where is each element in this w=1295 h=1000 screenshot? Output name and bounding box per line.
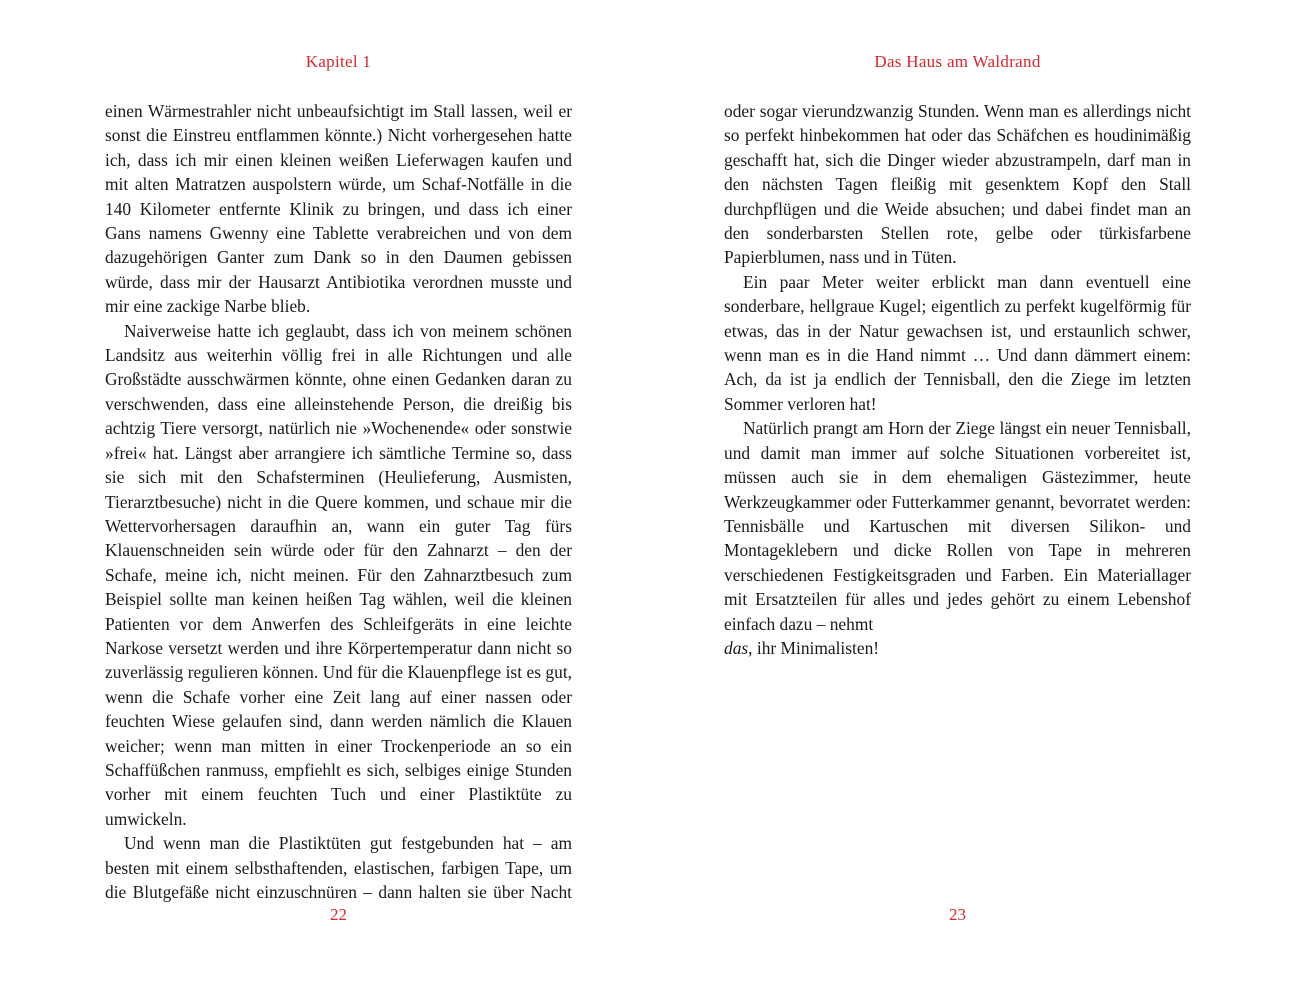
right-page bbox=[724, 0, 1191, 1000]
paragraph: Naiverweise hatte ich geglaubt, dass ich von meinem schönen Landsitz aus weiterhin völlig frei in alle Richtungen und alle Großstädte ausschwärmen könnte, ohne einen Gedanken daran zu verschwenden, dass eine alleinstehende Person, die dreißig bis achtzig Tiere versorgt, natürlich nie »Wochenende« oder sonstwie »frei« hat. Längst aber arrangiere ich sämtliche Termine so, dass sie sich mit den Schafsterminen (Heulieferung, Ausmisten, Tierarztbesuche) nicht in die Quere kommen, und schaue mir die Wettervorhersagen daraufhin an, wann ein guter Tag fürs Klauenschneiden sein würde oder für den Zahnarzt – den der Schafe, meine ich, nicht meinen. Für den Zahnarztbesuch zum Beispiel sollte man keinen heißen Tag wählen, weil die kleinen Patienten vor dem Anwerfen des Schleifgeräts in eine leichte Narkose versetzt werden und ihre Körpertemperatur dann nicht so zuverlässig regulieren können. Und für die Klauenpflege ist es gut, wenn die Schafe vorher eine Zeit lang auf einer nassen oder feuchten Wiese gelaufen sind, dann werden nämlich die Klauen weicher; wenn man mitten in einer Trockenperiode an so ein Schaffüßchen ranmuss, empfiehlt es sich, selbiges einige Stunden vorher mit einem feuchten Tuch und einer Plastiktüte zu umwickeln. bbox=[105, 320, 572, 829]
running-head-right: Das Haus am Waldrand bbox=[874, 52, 1041, 71]
paragraph: einen Wärmestrahler nicht unbeaufsichtigt im Stall lassen, weil er sonst die Einstreu entflammen könnte.) Nicht vorhergesehen hatte ich, dass ich mir einen kleinen weißen Lieferwagen kaufen und mit alten Matratzen auspolstern würde, um Schaf-Notfälle in die 140 Kilometer entfernte Klinik zu bringen, und dass ich einer Gans namens Gwenny eine Tablette verabreichen und von dem dazugehörigen Ganter zum Dank so in den Daumen gebissen würde, dass mir der Hausarzt Antibiotika verordnen musste und mir eine zackige Narbe blieb. bbox=[105, 101, 572, 317]
emphasis: das bbox=[724, 637, 749, 658]
page-number-left: 22 bbox=[330, 905, 347, 924]
paragraph: Und wenn man die Plastiktüten gut festgebunden hat – am besten mit einem selbsthaftenden, elastischen, farbigen Tape, um die Blutgefäße nicht einzuschnüren – dann halten sie über Nacht bbox=[105, 833, 572, 902]
page-number-right: 23 bbox=[949, 905, 966, 924]
paragraph-text: Natürlich prangt am Horn der Ziege längst ein neuer Tennisball, und damit man immer auf solche Situationen vorbereitet ist, müssen auch sie in dem ehemaligen Gästezimmer, heute Werkzeugkammer oder Futterkammer genannt, bevorratet werden: Tennisbälle und Kartuschen mit diversen Silikon- und Montageklebern und dicke Rollen von Tape in mehreren verschiedenen Festigkeitsgraden und Farben. Ein Materiallager mit Ersatzteilen für alles und jedes gehört zu einem Lebenshof einfach dazu – nehmt bbox=[724, 418, 1191, 634]
paragraph bbox=[724, 416, 1191, 660]
paragraph: Ein paar Meter weiter erblickt man dann eventuell eine sonderbare, hellgraue Kugel; eigentlich zu perfekt kugelförmig für etwas, das in der Natur gewachsen ist, und erstaunlich schwer, wenn man es in die Hand nimmt … Und dann dämmert einem: Ach, da ist ja endlich der Tennisball, den die Ziege im letzten Sommer verloren hat! bbox=[724, 271, 1191, 414]
left-page bbox=[105, 0, 572, 1000]
running-head-left: Kapitel 1 bbox=[305, 52, 372, 71]
paragraph: oder sogar vierundzwanzig Stunden. Wenn man es allerdings nicht so perfekt hinbekommen hat oder das Schäfchen es houdinimäßig geschafft hat, sich die Dinger wieder abzustrampeln, darf man in den nächsten Tagen fleißig mit gesenktem Kopf den Stall durchpflügen und die Weide absuchen; und dabei findet man an den sonderbarsten Stellen rote, gelbe oder türkisfarbene Papierblumen, nass und in Tüten. bbox=[724, 101, 1191, 268]
paragraph-text: , ihr Minimalisten! bbox=[748, 637, 880, 658]
right-body-text bbox=[724, 99, 1191, 660]
left-body-text bbox=[105, 99, 572, 904]
